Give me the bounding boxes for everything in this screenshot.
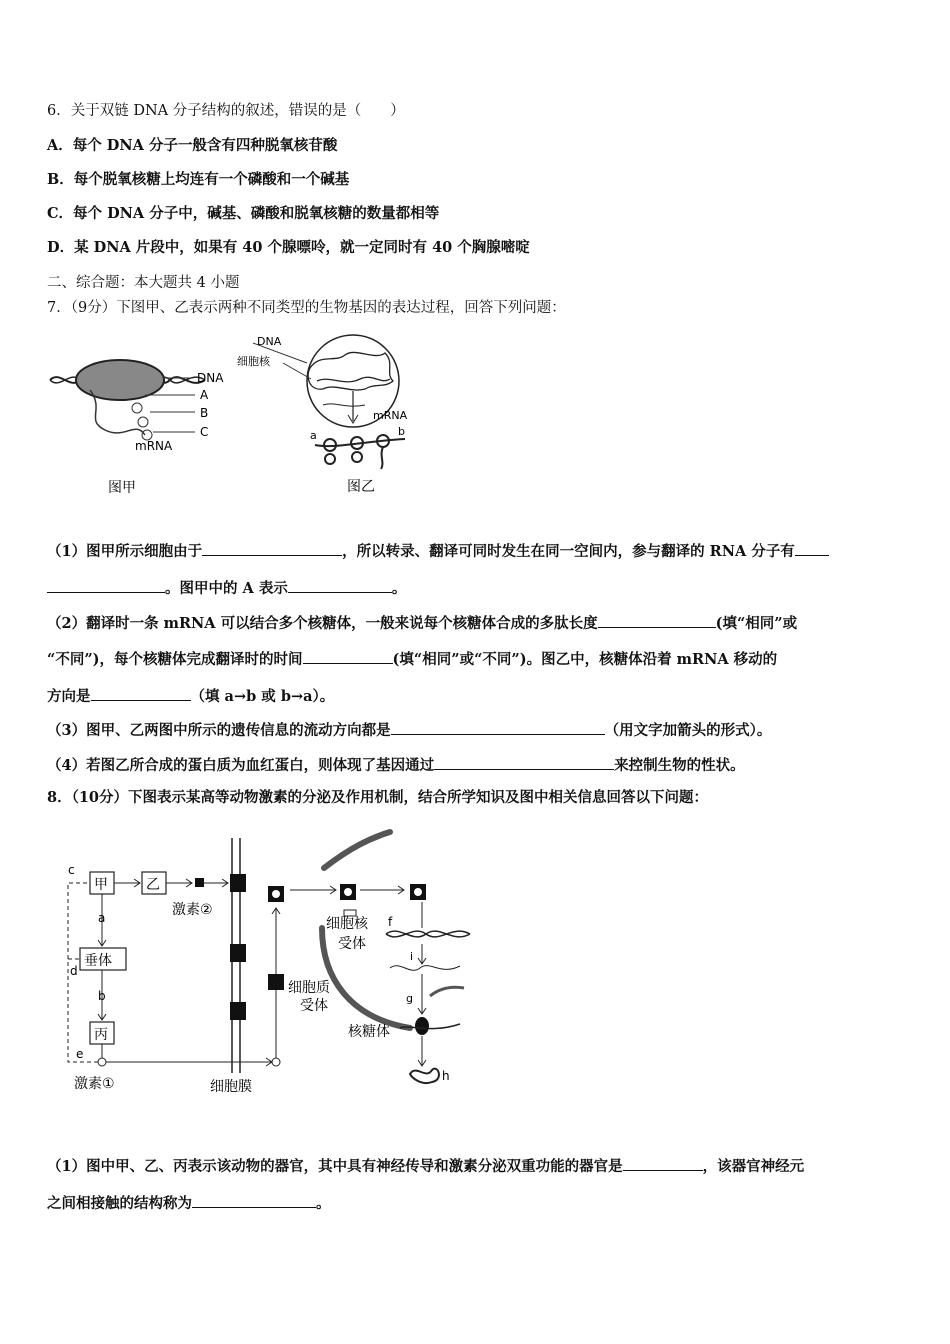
q8-p1b: ，该器官神经元 — [702, 1158, 805, 1175]
answer-blank[interactable] — [202, 540, 342, 556]
q7-p3b: （用文字加箭头的形式）。 — [604, 722, 772, 739]
q8-part1-line2 — [47, 1192, 331, 1214]
fig8-yi: 乙 — [146, 877, 160, 893]
q7-p1b: ，所以转录、翻译可同时发生在同一空间内，参与翻译的 RNA 分子有 — [342, 543, 795, 560]
fig-yi-label-a: a — [310, 429, 317, 442]
q8-part1-line1 — [47, 1155, 804, 1177]
fig8-bing: 丙 — [94, 1027, 108, 1043]
q7-stem: 7．（9分）下图甲、乙表示两种不同类型的生物基因的表达过程，回答下列问题： — [47, 300, 566, 316]
answer-blank[interactable] — [598, 612, 716, 628]
q7-p1c: 。图甲中的 A 表示 — [165, 580, 288, 597]
q8-p1a: （1）图中甲、乙、丙表示该动物的器官，其中具有神经传导和激素分泌双重功能的器官是 — [47, 1158, 623, 1175]
fig8-jia: 甲 — [94, 877, 108, 893]
fig8-hormone1: 激素① — [74, 1076, 115, 1092]
fig8-nuc-receptor-1: 细胞核 — [326, 916, 368, 932]
q7-p2e: 方向是 — [47, 688, 91, 705]
fig8-ribosome: 核糖体 — [348, 1024, 390, 1040]
fig-jia-label-dna: DNA — [197, 371, 224, 385]
q7-part1-line2 — [47, 577, 406, 599]
q8-p1d: 。 — [316, 1195, 331, 1212]
section-heading: 二、综合题：本大题共 4 小题 — [47, 275, 240, 291]
fig8-letter-e: e — [76, 1047, 84, 1061]
fig-yi-caption: 图乙 — [347, 479, 375, 495]
fig8-letter-f: f — [388, 915, 393, 929]
answer-blank[interactable] — [91, 685, 191, 701]
figure-jia — [45, 350, 245, 500]
fig8-membrane: 细胞膜 — [210, 1079, 252, 1095]
q6-option-b: B．每个脱氧核糖上均连有一个磷酸和一个碱基 — [47, 171, 350, 188]
fig8-hormone2: 激素② — [172, 902, 213, 918]
answer-blank[interactable] — [391, 719, 605, 735]
q7-p4b: 来控制生物的性状。 — [614, 757, 745, 774]
q6-option-c: C．每个 DNA 分子中，碱基、磷酸和脱氧核糖的数量都相等 — [47, 205, 440, 222]
q7-part1-line1 — [47, 540, 829, 562]
fig8-letter-h: h — [442, 1069, 450, 1083]
q7-part2-line1 — [47, 612, 797, 634]
q7-p2d: (填“相同”或“不同”)。图乙中，核糖体沿着 mRNA 移动的 — [392, 651, 778, 668]
q7-part2-line3 — [47, 685, 334, 707]
fig8-letter-i: i — [410, 950, 414, 963]
fig-jia-label-mrna: mRNA — [135, 439, 173, 453]
q7-p4a: （4）若图乙所合成的蛋白质为血红蛋白，则体现了基因通过 — [47, 757, 435, 774]
fig-yi-label-b: b — [398, 425, 405, 438]
figure-yi — [235, 333, 420, 500]
q7-p2b: (填“相同”或 — [715, 615, 798, 632]
q7-p1a: （1）图甲所示细胞由于 — [47, 543, 203, 560]
fig8-letter-g: g — [406, 992, 413, 1005]
q7-p2f: （填 a→b 或 b→a）。 — [190, 688, 335, 705]
fig-jia-label-a: A — [200, 388, 209, 402]
q6-option-a: A．每个 DNA 分子一般含有四种脱氧核苷酸 — [47, 137, 338, 154]
fig8-cyto-receptor-2: 受体 — [300, 998, 328, 1014]
answer-blank[interactable] — [303, 648, 393, 664]
answer-blank[interactable] — [795, 540, 829, 556]
fig-yi-label-dna: DNA — [257, 335, 282, 348]
q7-part3 — [47, 719, 771, 741]
q8-p1c: 之间相接触的结构称为 — [47, 1195, 192, 1212]
q7-p2c: “不同”)，每个核糖体完成翻译时的时间 — [47, 651, 303, 668]
figure-hormone — [60, 828, 480, 1100]
answer-blank[interactable] — [623, 1155, 703, 1171]
answer-blank[interactable] — [47, 577, 165, 593]
q7-part2-line2 — [47, 648, 777, 670]
fig8-letter-d: d — [70, 964, 78, 978]
fig8-letter-b: b — [98, 989, 106, 1003]
q7-p1d: 。 — [391, 580, 407, 597]
q6-option-d: D．某 DNA 片段中，如果有 40 个腺嘌呤，就一定同时有 40 个胸腺嘧啶 — [47, 239, 530, 256]
q7-p3a: （3）图甲、乙两图中所示的遗传信息的流动方向都是 — [47, 722, 391, 739]
answer-blank[interactable] — [434, 754, 614, 770]
fig-yi-label-mrna: mRNA — [373, 409, 408, 422]
fig-yi-label-nucleus: 细胞核 — [237, 355, 270, 368]
fig8-nuc-receptor-2: 受体 — [338, 936, 366, 952]
fig-jia-label-b: B — [200, 406, 209, 420]
q8-stem: 8．（10分）下图表示某高等动物激素的分泌及作用机制，结合所学知识及图中相关信息回答以下问题： — [47, 789, 709, 806]
fig8-letter-c: c — [68, 863, 75, 877]
fig-jia-label-c: C — [200, 425, 209, 439]
answer-blank[interactable] — [288, 577, 392, 593]
fig8-cyto-receptor-1: 细胞质 — [288, 980, 330, 996]
fig8-pituitary: 垂体 — [84, 953, 112, 969]
fig-jia-caption: 图甲 — [108, 480, 136, 496]
q6-stem: 6．关于双链 DNA 分子结构的叙述，错误的是（ ） — [47, 103, 405, 119]
fig8-letter-a: a — [98, 911, 106, 925]
q7-part4 — [47, 754, 745, 776]
q7-p2a: （2）翻译时一条 mRNA 可以结合多个核糖体，一般来说每个核糖体合成的多肽长度 — [47, 615, 598, 632]
answer-blank[interactable] — [192, 1192, 316, 1208]
